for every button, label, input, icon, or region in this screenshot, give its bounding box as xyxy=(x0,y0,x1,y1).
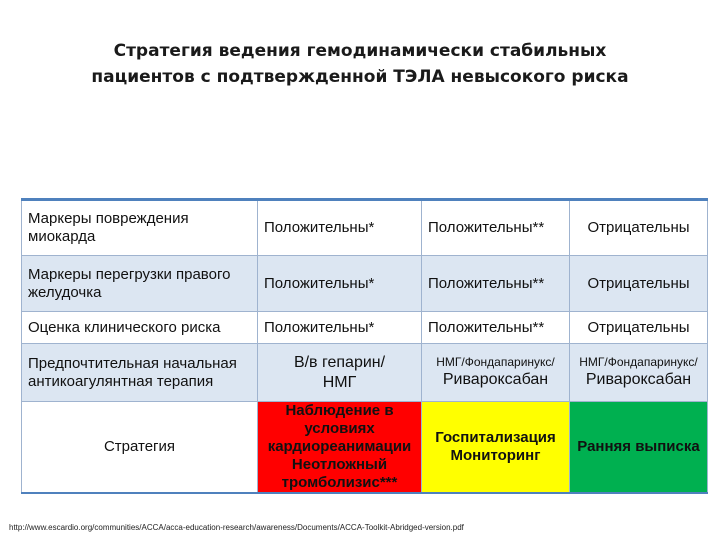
cell: Положительны* xyxy=(258,256,422,312)
strategy-label: Стратегия xyxy=(22,402,258,494)
table-row xyxy=(22,344,708,402)
strategy-yellow-cell: Госпитализация Мониторинг xyxy=(422,402,570,494)
cell: Отрицательны xyxy=(570,256,708,312)
title-line-1: Стратегия ведения гемодинамически стабильных xyxy=(113,41,607,61)
therapy-cell: НМГ/Фондапаринукс/ Ривароксабан xyxy=(570,344,708,402)
cell: Положительны** xyxy=(422,200,570,256)
row-label-rv-overload: Маркеры перегрузки правого желудочка xyxy=(22,256,258,312)
strategy-table xyxy=(21,198,708,494)
table-row xyxy=(22,312,708,344)
row-label-anticoagulation: Предпочтительная начальная антикоагулянтная терапия xyxy=(22,344,258,402)
cell: Отрицательны xyxy=(570,200,708,256)
strategy-red-cell: Наблюдение в условиях кардиореанимации Неотложный тромболизис*** xyxy=(258,402,422,494)
row-label-myocardial-injury: Маркеры повреждения миокарда xyxy=(22,200,258,256)
table-row xyxy=(22,200,708,256)
cell: Положительны** xyxy=(422,256,570,312)
source-url: http://www.escardio.org/communities/ACCA/acca-education-research/awareness/Documents/ACCA-Toolkit-Abridged-version.pdf xyxy=(9,523,464,532)
strategy-green-cell: Ранняя выписка xyxy=(570,402,708,494)
title-line-2: пациентов с подтвержденной ТЭЛА невысокого риска xyxy=(91,67,629,87)
cell: Отрицательны xyxy=(570,312,708,344)
therapy-cell: В/в гепарин/ НМГ xyxy=(258,344,422,402)
cell: Положительны* xyxy=(258,200,422,256)
cell: Положительны** xyxy=(422,312,570,344)
table-row xyxy=(22,402,708,494)
cell: Положительны* xyxy=(258,312,422,344)
table-row xyxy=(22,256,708,312)
page-title xyxy=(0,38,720,90)
therapy-cell: НМГ/Фондапаринукс/ Ривароксабан xyxy=(422,344,570,402)
row-label-clinical-risk: Оценка клинического риска xyxy=(22,312,258,344)
